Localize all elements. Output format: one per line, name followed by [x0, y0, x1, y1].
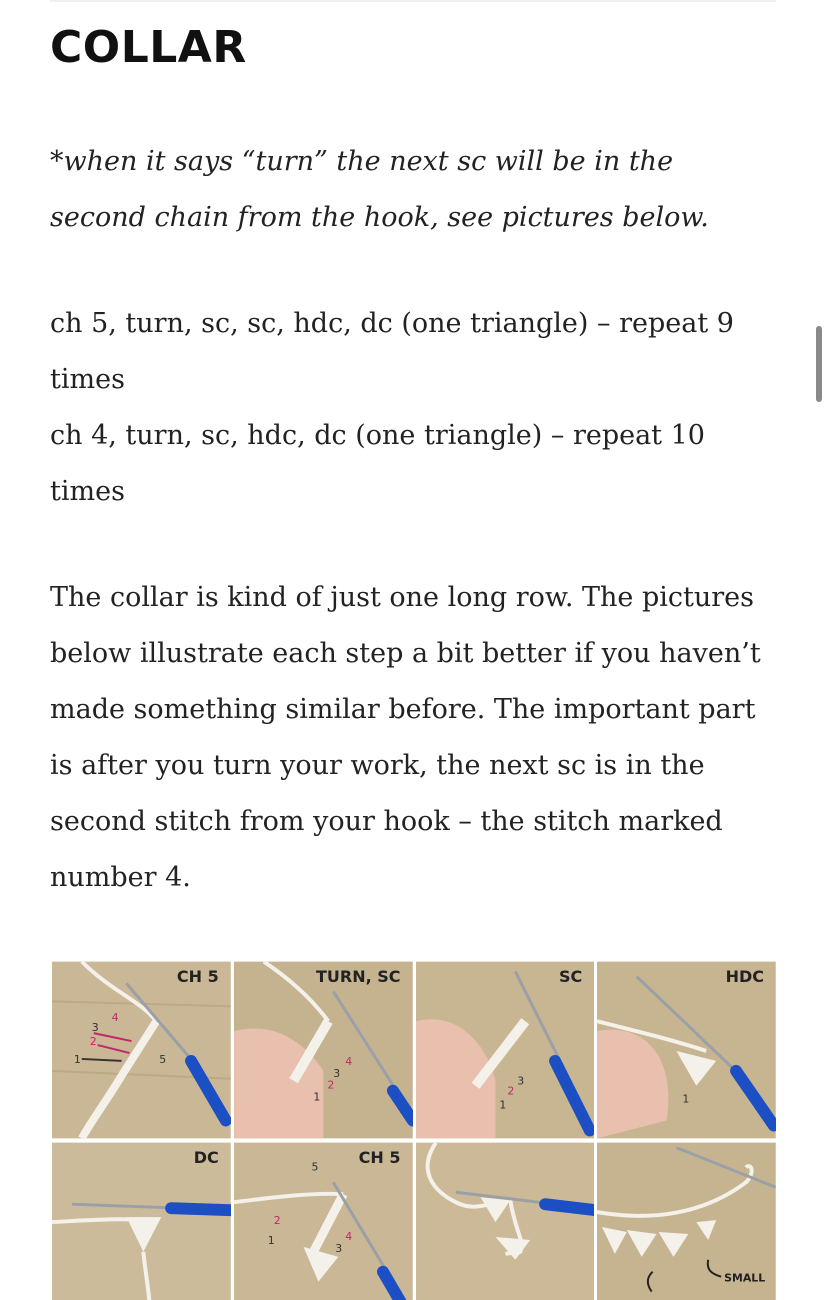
- step-photo-grid: [52, 961, 776, 1300]
- crochet-photo-image: [597, 961, 776, 1139]
- stitch-number: 1: [73, 1052, 81, 1066]
- pattern-step: ch 5, turn, sc, sc, hdc, dc (one triangle) – repeat 9 times: [50, 308, 734, 395]
- step-photo-ch5: [52, 961, 231, 1139]
- stitch-number: 3: [333, 1066, 341, 1080]
- section-heading: COLLAR: [50, 22, 247, 73]
- stitch-number: 1: [313, 1090, 321, 1104]
- step-photo-continue: [416, 1142, 595, 1300]
- stitch-number: 4: [111, 1011, 119, 1025]
- stitch-number: 4: [344, 1229, 352, 1243]
- pattern-step: ch 4, turn, sc, hdc, dc (one triangle) – repeat 10 times: [50, 420, 705, 507]
- step-label: SC: [558, 967, 583, 986]
- crochet-photo-image: [52, 961, 231, 1139]
- stitch-number: 3: [516, 1074, 524, 1088]
- crochet-photo-image: [597, 1142, 776, 1300]
- step-label: CH 5: [176, 967, 219, 986]
- stitch-number: 5: [159, 1052, 167, 1066]
- stitch-number: 1: [498, 1098, 506, 1112]
- stitch-number: 5: [311, 1160, 319, 1174]
- pattern-steps: [50, 296, 770, 520]
- small-annotation: SMALL: [724, 1271, 766, 1285]
- step-label: HDC: [725, 967, 764, 986]
- stitch-number: 3: [91, 1021, 99, 1035]
- stitch-number: 2: [506, 1084, 514, 1098]
- step-photo-turn-sc: [234, 961, 413, 1139]
- scrollbar-thumb[interactable]: [816, 326, 822, 402]
- collar-description: The collar is kind of just one long row. The pictures below illustrate each step a bit better if you haven’t made something similar before. The important part is after you turn your work, the next sc is in the second stitch from your hook – the stitch marked number 4.: [50, 582, 761, 893]
- top-divider: [50, 0, 776, 2]
- step-photo-sc: [416, 961, 595, 1139]
- stitch-number: 2: [327, 1078, 335, 1092]
- step-label: DC: [193, 1148, 219, 1167]
- stitch-number: 4: [344, 1054, 352, 1068]
- stitch-number: 2: [89, 1035, 97, 1049]
- stitch-number: 1: [267, 1233, 275, 1247]
- stitch-number: 2: [273, 1214, 281, 1228]
- crochet-photo-image: [416, 961, 595, 1139]
- step-label: TURN, SC: [315, 967, 401, 986]
- step-photo-dc: [52, 1142, 231, 1300]
- stitch-number: 1: [682, 1092, 690, 1106]
- turn-note: *when it says “turn” the next sc will be in the second chain from the hook, see pictures below.: [50, 146, 709, 233]
- step-label: CH 5: [358, 1148, 401, 1167]
- crochet-photo-image: [234, 961, 413, 1139]
- step-photo-finished: [597, 1142, 776, 1300]
- crochet-photo-image: [416, 1142, 595, 1300]
- step-photo-ch5-second: [234, 1142, 413, 1300]
- stitch-number: 3: [335, 1241, 342, 1255]
- step-photo-hdc: [597, 961, 776, 1139]
